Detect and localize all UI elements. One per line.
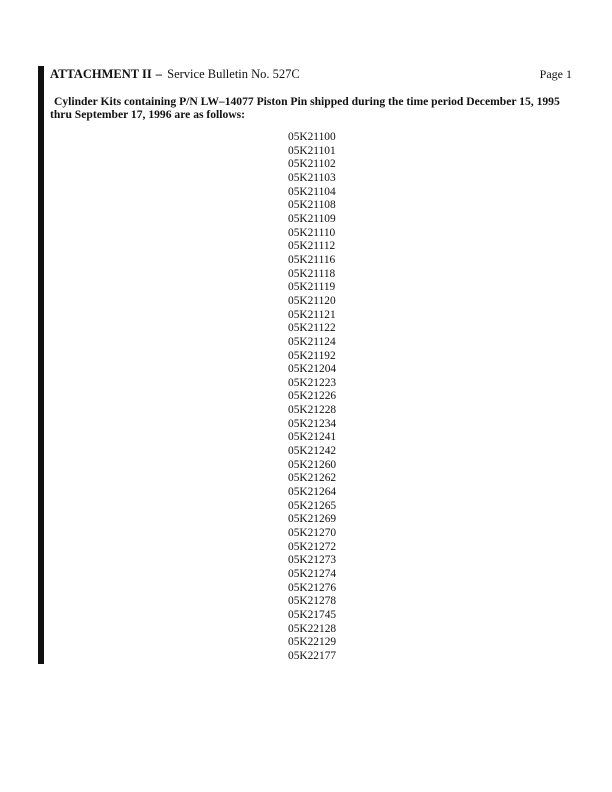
kit-number: 05K21110 xyxy=(288,226,336,239)
page-number: Page 1 xyxy=(539,67,572,81)
kit-number: 05K21103 xyxy=(288,171,336,184)
intro-paragraph xyxy=(50,95,590,121)
kit-number: 05K21226 xyxy=(288,390,337,403)
page-header xyxy=(50,66,580,82)
kit-number: 05K21278 xyxy=(288,595,337,608)
kit-number: 05K21104 xyxy=(288,185,336,198)
kit-number: 05K21264 xyxy=(288,486,337,499)
kit-number: 05K21273 xyxy=(288,554,337,567)
kit-number: 05K21270 xyxy=(288,527,337,540)
intro-line-2: thru September 17, 1996 are as follows: xyxy=(50,108,246,121)
kit-number: 05K21120 xyxy=(288,294,336,307)
kit-number: 05K21260 xyxy=(288,458,337,471)
kit-number: 05K21234 xyxy=(288,417,337,430)
kit-number: 05K21112 xyxy=(288,240,336,253)
kit-number: 05K21122 xyxy=(288,322,336,335)
kit-number: 05K21100 xyxy=(288,131,336,143)
intro-line-1: Cylinder Kits containing P/N LW–14077 Piston Pin shipped during the time period December 15, 1995 xyxy=(54,95,560,108)
kit-number: 05K21274 xyxy=(288,568,337,580)
kit-number: 05K21204 xyxy=(288,363,337,376)
kit-number: 05K21265 xyxy=(288,499,337,512)
kit-number: 05K21242 xyxy=(288,445,337,458)
kit-number: 05K21276 xyxy=(288,581,337,594)
kit-number: 05K21269 xyxy=(288,513,337,526)
kit-number: 05K21272 xyxy=(288,540,337,553)
kit-number: 05K21108 xyxy=(288,199,336,212)
bulletin-number: Service Bulletin No. 527C xyxy=(167,67,300,81)
kit-number: 05K22177 xyxy=(288,649,337,662)
header-dash: – xyxy=(155,67,163,81)
kit-number: 05K22129 xyxy=(288,636,337,649)
header-title xyxy=(50,66,300,82)
left-margin-bar xyxy=(38,66,44,664)
kit-number: 05K21119 xyxy=(288,281,336,294)
kit-number: 05K21102 xyxy=(288,158,336,171)
kit-number: 05K21101 xyxy=(288,144,336,157)
kit-number: 05K21116 xyxy=(288,253,336,266)
kit-number: 05K21241 xyxy=(288,431,337,444)
kit-number: 05K21118 xyxy=(288,267,336,280)
kit-number: 05K21228 xyxy=(288,404,337,417)
kit-number: 05K21109 xyxy=(288,212,336,225)
cylinder-kit-list xyxy=(288,131,336,664)
kit-number: 05K21192 xyxy=(288,349,336,362)
kit-number: 05K21121 xyxy=(288,308,336,321)
kit-number: 05K22128 xyxy=(288,622,337,635)
kit-number: 05K21223 xyxy=(288,376,337,389)
kit-number: 05K21262 xyxy=(288,472,337,485)
attachment-label: ATTACHMENT II xyxy=(50,67,152,81)
kit-number: 05K21745 xyxy=(288,608,337,621)
kit-number: 05K21124 xyxy=(288,335,336,348)
